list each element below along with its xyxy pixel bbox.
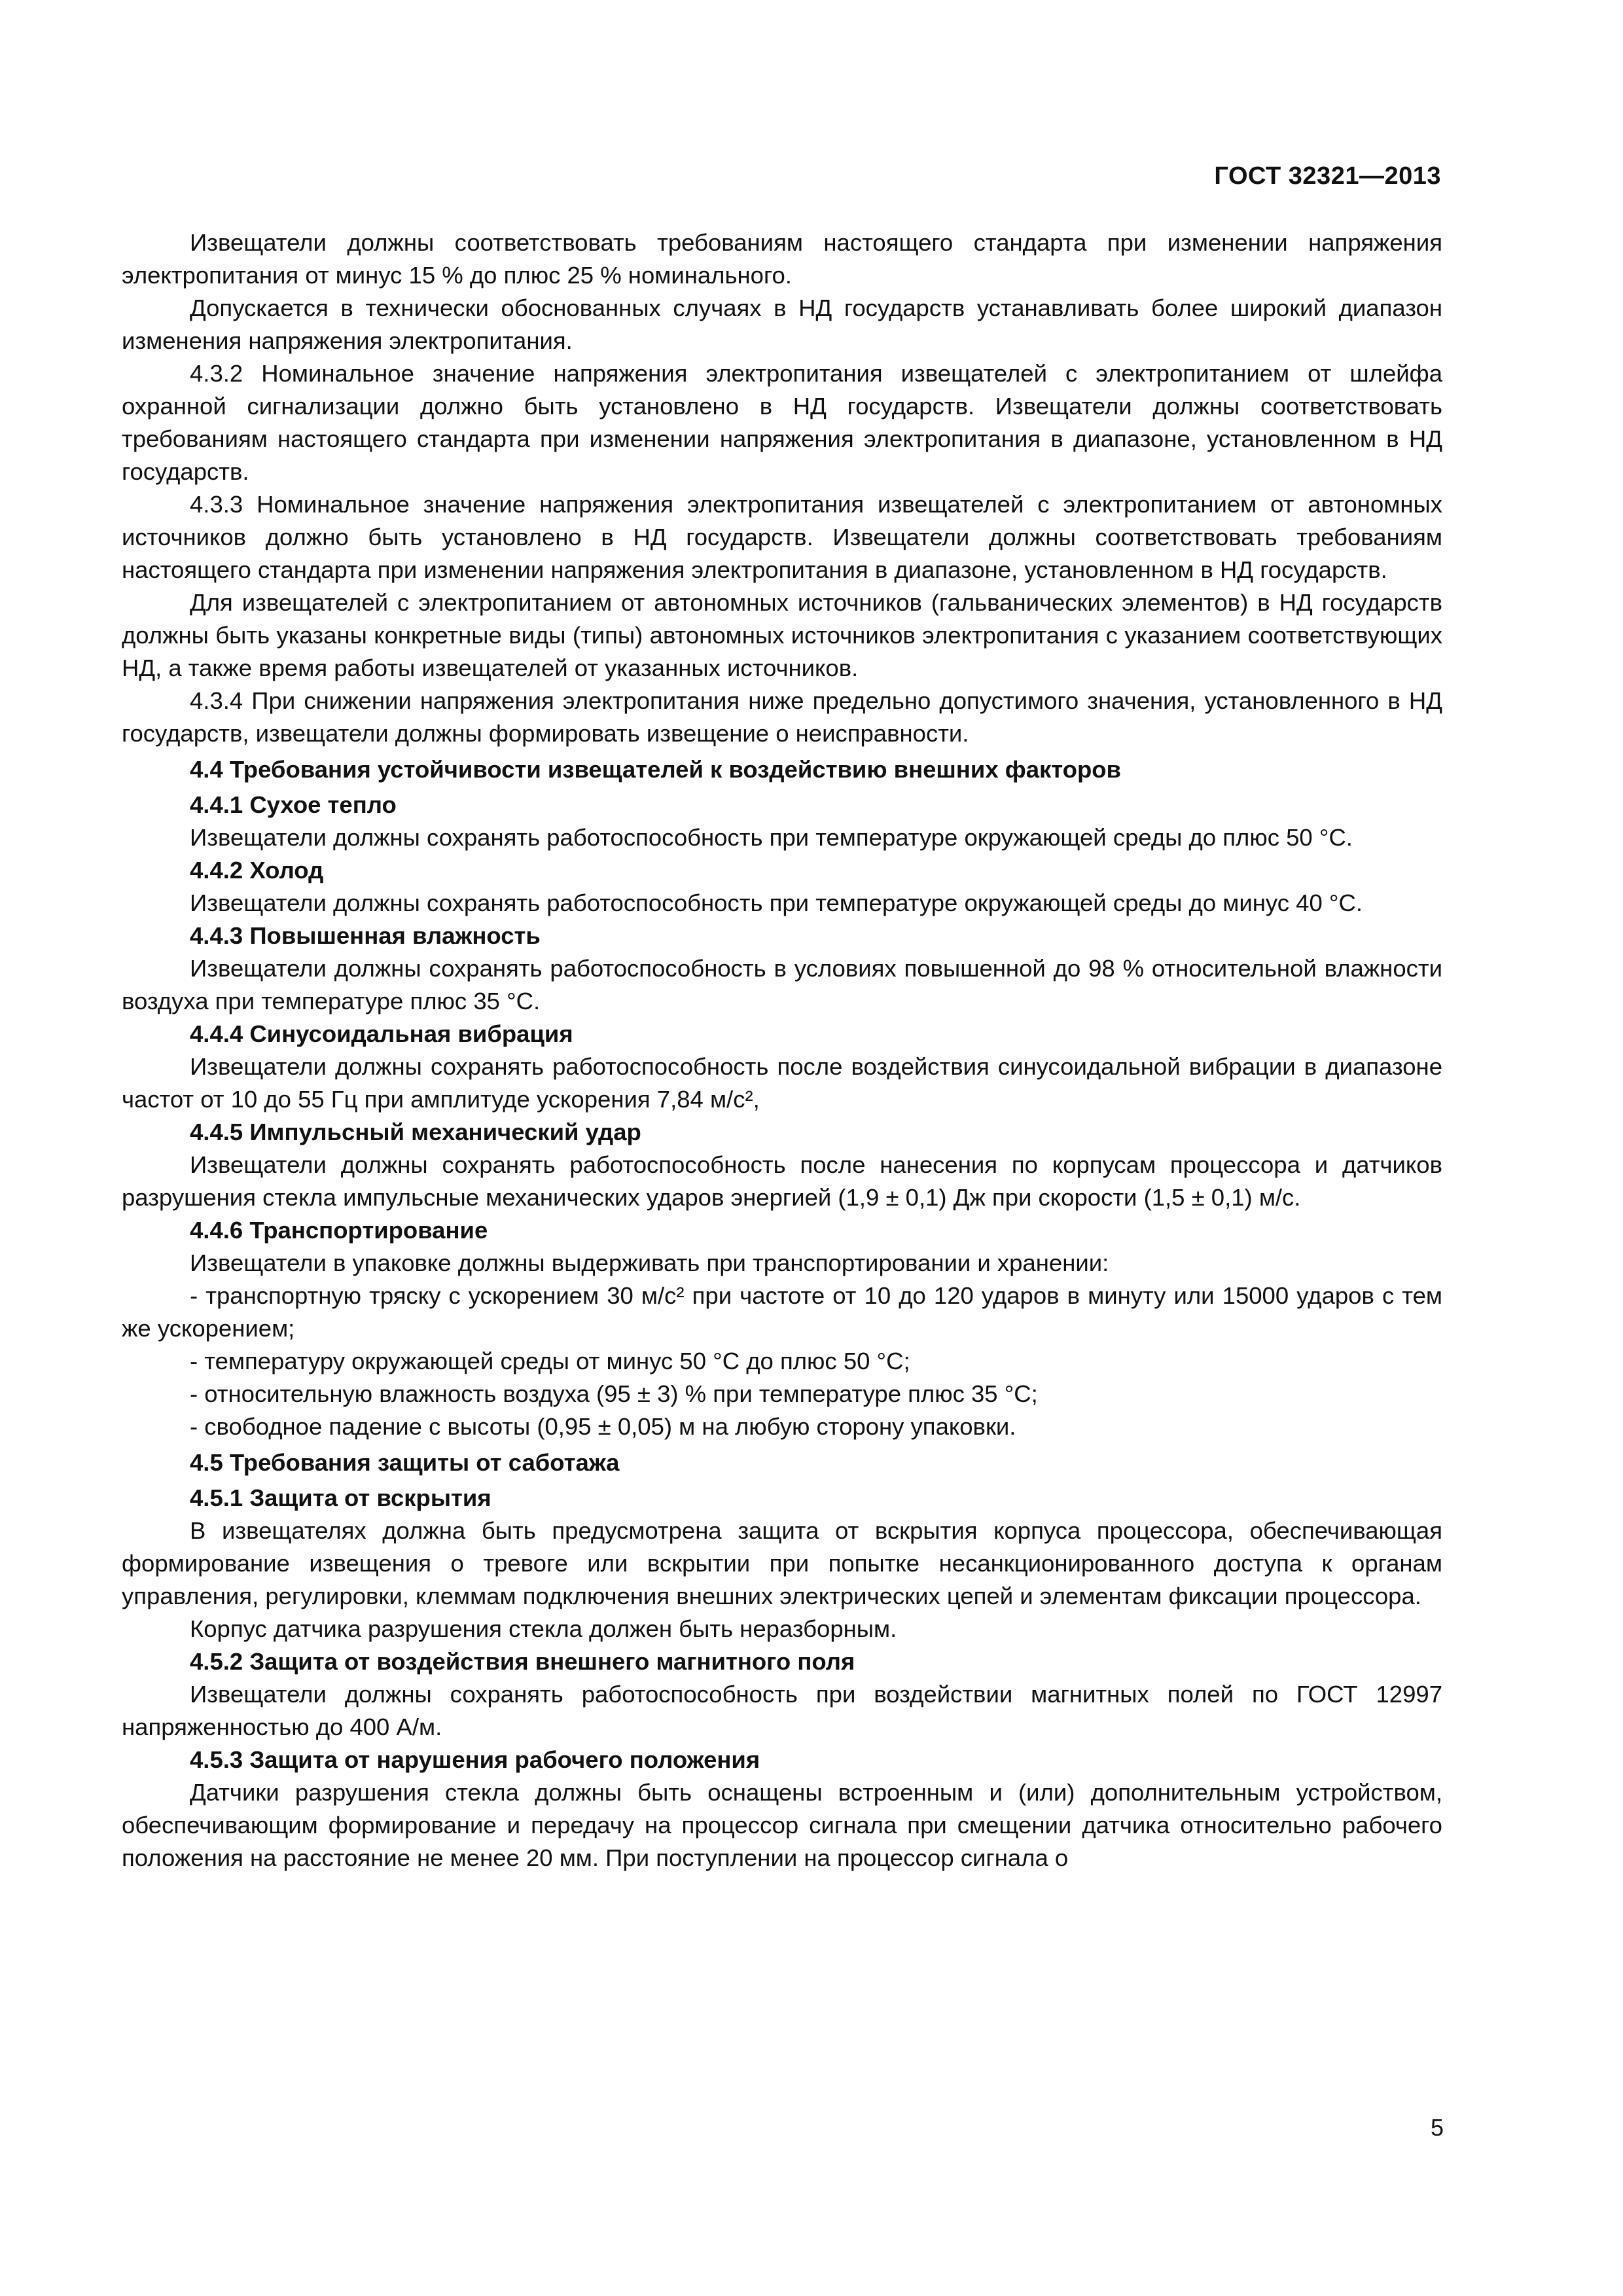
subsection-heading: 4.4.5 Импульсный механический удар (190, 1119, 641, 1145)
subsection-heading: 4.5.3 Защита от нарушения рабочего положения (190, 1746, 760, 1773)
subsection-heading: 4.4.6 Транспортирование (190, 1217, 488, 1244)
section-heading: 4.4 Требования устойчивости извещателей к воздействию внешних факторов (190, 756, 1121, 783)
document-header: ГОСТ 32321—2013 (1214, 162, 1441, 190)
subsection-heading: 4.4.2 Холод (190, 857, 324, 884)
subsection-heading: 4.4.1 Сухое тепло (190, 791, 397, 818)
document-body (122, 226, 1442, 1874)
list-item: - температуру окружающей среды от минус 50 °С до плюс 50 °С; (190, 1348, 910, 1374)
list-item: - транспортную тряску с ускорением 30 м/с² при частоте от 10 до 120 ударов в минуту или 15000 ударов с тем же ускорением; (122, 1282, 1442, 1342)
subsection-heading: 4.4.3 Повышенная влажность (190, 922, 541, 949)
body-paragraph: Извещатели должны сохранять работоспособность при воздействии магнитных полей по ГОСТ 12997 напряженностью до 400 А/м. (122, 1681, 1442, 1740)
body-paragraph: Корпус датчика разрушения стекла должен быть неразборным. (190, 1615, 897, 1642)
body-paragraph: Извещатели должны соответствовать требованиям настоящего стандарта при изменении напряжения электропитания от минус 15 % до плюс 25 % номинального. (122, 229, 1442, 289)
subsection-heading: 4.4.4 Синусоидальная вибрация (190, 1020, 573, 1047)
section-heading: 4.5 Требования защиты от саботажа (190, 1449, 620, 1476)
body-paragraph: Извещатели должны сохранять работоспособность после нанесения по корпусам процессора и датчиков разрушения стекла импульсные механических ударов энергией (1,9 ± 0,1) Дж при скорости (1,5 ± 0,1) м/с. (122, 1151, 1442, 1211)
body-paragraph: Допускается в технически обоснованных случаях в НД государств устанавливать более широкий диапазон изменения напряжения электропитания. (122, 295, 1442, 354)
page-number: 5 (1430, 2114, 1444, 2141)
body-paragraph: 4.3.4 При снижении напряжения электропитания ниже предельно допустимого значения, установленного в НД государств, извещатели должны формировать извещение о неисправности. (122, 687, 1442, 747)
body-paragraph: Извещатели должны сохранять работоспособность в условиях повышенной до 98 % относительной влажности воздуха при температуре плюс 35 °С. (122, 955, 1442, 1014)
subsection-heading: 4.5.2 Защита от воздействия внешнего магнитного поля (190, 1648, 855, 1675)
body-paragraph: Для извещателей с электропитанием от автономных источников (гальванических элементов) в НД государств должны быть указаны конкретные виды (типы) автономных источников электропитания с указанием соответствующих НД, а также время работы извещателей от указанных источников. (122, 589, 1442, 681)
body-paragraph: 4.3.3 Номинальное значение напряжения электропитания извещателей с электропитанием от автономных источников должно быть установлено в НД государств. Извещатели должны соответствовать требованиям настоящего стандарта при изменении напряжения электропитания в диапазоне, установленном в НД государств. (122, 491, 1442, 583)
body-paragraph: Извещатели должны сохранять работоспособность при температуре окружающей среды до плюс 50 °С. (190, 824, 1353, 851)
body-paragraph: Извещатели должны сохранять работоспособность после воздействия синусоидальной вибрации в диапазоне частот от 10 до 55 Гц при амплитуде ускорения 7,84 м/с², (122, 1053, 1442, 1113)
body-paragraph: 4.3.2 Номинальное значение напряжения электропитания извещателей с электропитанием от шлейфа охранной сигнализации должно быть установлено в НД государств. Извещатели должны соответствовать требованиям настоящего стандарта при изменении напряжения электропитания в диапазоне, установленном в НД государств. (122, 360, 1442, 485)
body-paragraph: Извещатели должны сохранять работоспособность при температуре окружающей среды до минус 40 °С. (190, 889, 1363, 916)
list-item: - относительную влажность воздуха (95 ± 3) % при температуре плюс 35 °С; (190, 1380, 1038, 1407)
body-paragraph: Датчики разрушения стекла должны быть оснащены встроенным и (или) дополнительным устройством, обеспечивающим формирование и передачу на процессор сигнала при смещении датчика относительно рабочего положения на расстояние не менее 20 мм. При поступлении на процессор сигнала о (122, 1779, 1442, 1871)
subsection-heading: 4.5.1 Защита от вскрытия (190, 1484, 491, 1511)
list-item: - свободное падение с высоты (0,95 ± 0,05) м на любую сторону упаковки. (190, 1413, 1016, 1440)
body-paragraph: Извещатели в упаковке должны выдерживать при транспортировании и хранении: (190, 1249, 1109, 1276)
body-paragraph: В извещателях должна быть предусмотрена защита от вскрытия корпуса процессора, обеспечивающая формирование извещения о тревоге или вскрытии при попытке несанкционированного доступа к органам управления, регулировки, клеммам подключения внешних электрических цепей и элементам фиксации процессора. (122, 1517, 1442, 1609)
